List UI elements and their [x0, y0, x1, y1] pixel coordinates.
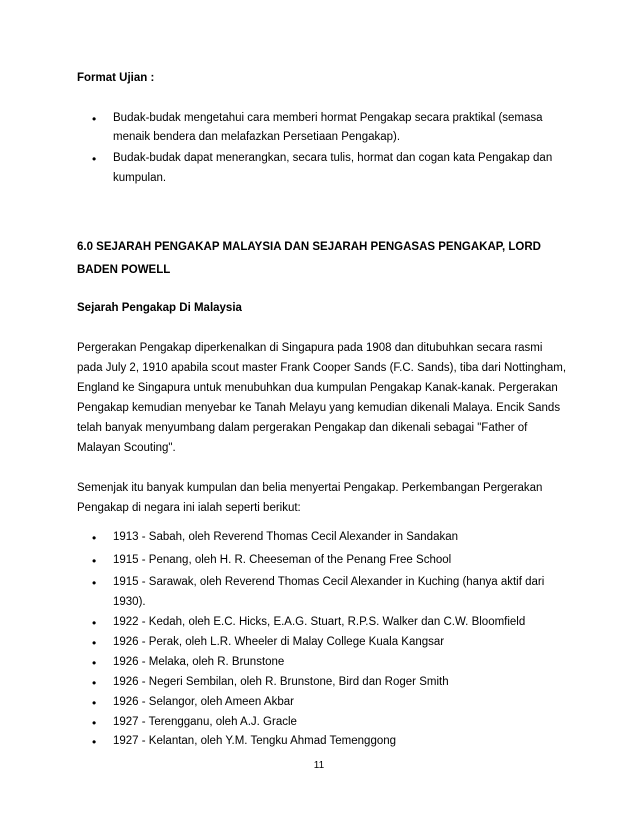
- section-heading-line: 6.0 SEJARAH PENGAKAP MALAYSIA DAN SEJARAH PENGASAS PENGAKAP, LORD: [77, 241, 541, 253]
- bullet-line: 1926 - Negeri Sembilan, oleh R. Brunstone, Bird dan Roger Smith: [113, 676, 449, 688]
- bullet-line: 1927 - Terengganu, oleh A.J. Gracle: [113, 716, 297, 728]
- bullet-icon: •: [92, 676, 97, 690]
- bullet-line: menaik bendera dan melafazkan Persetiaan Pengakap).: [113, 131, 401, 143]
- bullet-line: 1927 - Kelantan, oleh Y.M. Tengku Ahmad Temenggong: [113, 735, 397, 747]
- bullet-line: 1915 - Penang, oleh H. R. Cheeseman of the Penang Free School: [113, 554, 452, 566]
- paragraph-line: Semenjak itu banyak kumpulan dan belia menyertai Pengakap. Perkembangan Pergerakan: [77, 482, 543, 494]
- paragraph-line: England ke Singapura untuk menubuhkan dua kumpulan Pengakap Kanak-kanak. Pergerakan: [77, 382, 558, 394]
- paragraph-line: Pergerakan Pengakap diperkenalkan di Singapura pada 1908 dan ditubuhkan secara rasmi: [77, 342, 543, 354]
- bullet-icon: •: [92, 735, 97, 749]
- page-number: 11: [313, 760, 325, 771]
- bullet-line: Budak-budak mengetahui cara memberi hormat Pengakap secara praktikal (semasa: [113, 112, 543, 124]
- bullet-line: 1930).: [113, 596, 146, 608]
- bullet-line: 1926 - Selangor, oleh Ameen Akbar: [113, 696, 294, 708]
- paragraph-line: pada July 2, 1910 apabila scout master Frank Cooper Sands (F.C. Sands), tiba dari Nottingham,: [77, 362, 567, 374]
- bullet-line: kumpulan.: [113, 172, 167, 184]
- bullet-icon: •: [92, 531, 97, 545]
- bullet-icon: •: [92, 696, 97, 710]
- bullet-icon: •: [92, 716, 97, 730]
- section-heading-line: BADEN POWELL: [77, 264, 171, 276]
- bullet-line: 1926 - Perak, oleh L.R. Wheeler di Malay College Kuala Kangsar: [113, 636, 445, 648]
- bullet-line: 1922 - Kedah, oleh E.C. Hicks, E.A.G. Stuart, R.P.S. Walker dan C.W. Bloomfield: [113, 616, 526, 628]
- paragraph-line: Pengakap di negara ini ialah seperti berikut:: [77, 502, 301, 514]
- paragraph-line: telah banyak menyumbang dalam pergerakan Pengakap dan dikenali sebagai "Father of: [77, 422, 528, 434]
- bullet-icon: •: [92, 152, 97, 166]
- bullet-line: 1915 - Sarawak, oleh Reverend Thomas Cecil Alexander in Kuching (hanya aktif dari: [113, 576, 545, 588]
- bullet-icon: •: [92, 554, 97, 568]
- bullet-line: Budak-budak dapat menerangkan, secara tulis, hormat dan cogan kata Pengakap dan: [113, 152, 553, 164]
- bullet-line: 1913 - Sabah, oleh Reverend Thomas Cecil Alexander in Sandakan: [113, 531, 459, 543]
- subheading: Sejarah Pengakap Di Malaysia: [77, 302, 242, 314]
- format-ujian-heading: Format Ujian :: [77, 72, 155, 84]
- bullet-icon: •: [92, 616, 97, 630]
- bullet-icon: •: [92, 112, 97, 126]
- bullet-icon: •: [92, 636, 97, 650]
- paragraph-line: Pengakap kemudian menyebar ke Tanah Melayu yang kemudian dikenali Malaya. Encik Sands: [77, 402, 561, 414]
- bullet-icon: •: [92, 656, 97, 670]
- paragraph-line: Malayan Scouting".: [77, 442, 176, 454]
- bullet-line: 1926 - Melaka, oleh R. Brunstone: [113, 656, 285, 668]
- bullet-icon: •: [92, 576, 97, 590]
